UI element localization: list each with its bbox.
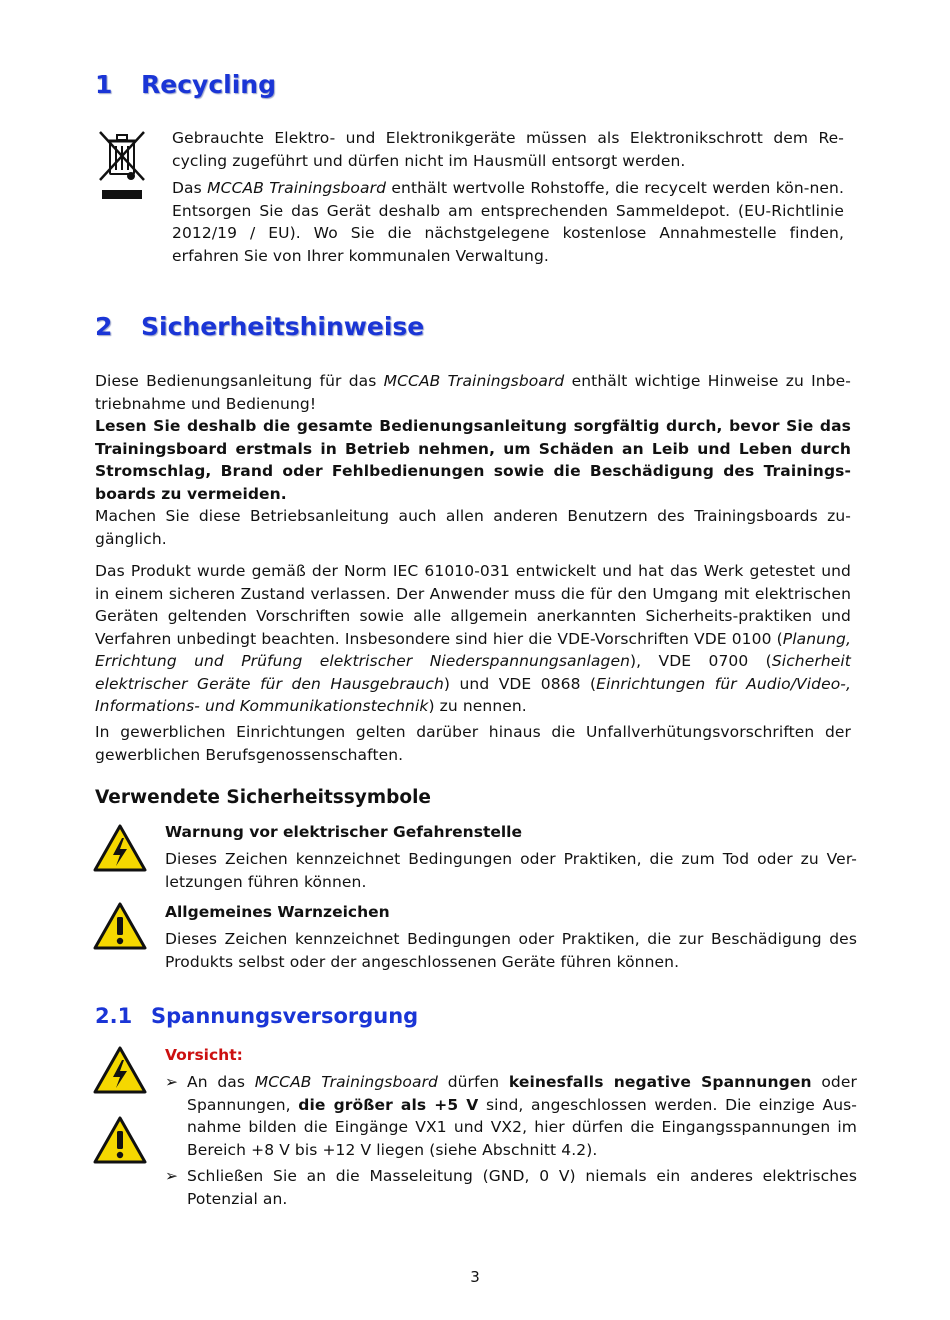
norm-title: Einrichtungen für Audio/Video-, Informations- und Kommunikationstechnik	[95, 674, 852, 715]
list-item	[165, 1071, 857, 1161]
arrow-bullet-icon: ➢	[165, 1073, 179, 1091]
text: ) zu nennen.	[428, 697, 527, 715]
list-item	[165, 1165, 857, 1210]
norm-title: Sicherheit elektrischer Geräte für den Hausgebrauch	[95, 652, 851, 693]
page-number: 3	[470, 1268, 480, 1286]
text: enthält wertvolle Rohstoffe, die recycelt werden kön-nen. Entsorgen Sie das Gerät deshalb am entsprechenden Sammeldepot. (EU-Richtlinie 2012/19 / EU). Wo Sie die nächstgelegene kostenlose Annahmestelle finden, erfahren Sie von Ihrer kommunalen Verwaltung.	[172, 179, 844, 265]
norm-paragraph	[95, 560, 851, 718]
product-name: MCCAB Trainingsboard	[207, 179, 387, 197]
text: Das	[172, 179, 208, 197]
electric-warning-icon	[93, 1046, 147, 1094]
general-warning-title: Allgemeines Warnzeichen	[165, 903, 390, 921]
product-name: MCCAB Trainingsboard	[383, 372, 565, 390]
section-2-heading	[95, 312, 424, 341]
arrow-bullet-icon: ➢	[165, 1167, 179, 1185]
product-name: MCCAB Trainingsboard	[254, 1073, 438, 1091]
text: Das Produkt wurde gemäß der Norm IEC 61010-031 entwickelt und hat das Werk getestet und in einem sicheren Zustand verlassen. Der Anwender muss die für den Umgang mit elektrischen Geräten geltenden Vorschriften sowie alle allgemein anerkannten Sicherheits-praktiken und Verfahren unbedingt beachten. Insbesondere sind hier die VDE-Vorschriften VDE 0100 (	[95, 562, 851, 648]
text: Schließen Sie an die Masseleitung (GND, 0 V) niemals ein anderes elektrisches Potenzial an.	[187, 1167, 857, 1208]
electric-warning-icon	[93, 824, 147, 872]
section-number: 1	[95, 70, 113, 99]
text: ), VDE 0700 (	[630, 652, 772, 670]
electric-warning-title: Warnung vor elektrischer Gefahrenstelle	[165, 823, 522, 841]
caution-label: Vorsicht:	[165, 1046, 243, 1064]
section-2-1-heading	[95, 1004, 418, 1028]
general-warning-text: Dieses Zeichen kennzeichnet Bedingungen oder Praktiken, die zur Beschädigung des Produkts selbst oder der angeschlossenen Geräte führen können.	[165, 930, 857, 971]
text: dürfen	[437, 1073, 509, 1091]
section-1-heading	[95, 70, 276, 99]
section-title: Spannungsversorgung	[151, 1004, 419, 1028]
bold-warning: Lesen Sie deshalb die gesamte Bedienungsanleitung sorgfältig durch, bevor Sie das Trainingsboard erstmals in Betrieb nehmen, um Schäden an Leib und Leben durch Stromschlag, Brand oder Fehlbedienungen sowie die Beschädigung des Trainings-boards zu vermeiden.	[95, 417, 851, 503]
emphasis: die größer als +5 V	[298, 1095, 479, 1114]
crossed-bin-icon	[97, 128, 147, 203]
norm-title: Planung, Errichtung und Prüfung elektrischer Niederspannungsanlagen	[95, 629, 851, 670]
emphasis: keinesfalls negative Spannungen	[508, 1073, 812, 1091]
text: Diese Bedienungsanleitung für das	[95, 372, 384, 390]
commercial-paragraph: In gewerblichen Einrichtungen gelten darüber hinaus die Unfallverhütungsvorschriften der gewerblichen Berufsgenossenschaften.	[95, 723, 851, 764]
text: sind, angeschlossen werden. Die einzige Aus-nahme bilden die Eingänge VX1 und VX2, hier dürfen die Eingangsspannungen im Bereich +8 V bis +12 V liegen (siehe Abschnitt 4.2).	[187, 1095, 858, 1159]
section-number: 2.1	[95, 1004, 133, 1028]
general-warning-icon	[93, 1116, 147, 1164]
text: oder Spannungen,	[187, 1073, 857, 1114]
text: ) und VDE 0868 (	[443, 674, 597, 693]
general-warning-icon	[93, 902, 147, 950]
make-available-paragraph: Machen Sie diese Betriebsanleitung auch allen anderen Benutzern des Trainingsboards zu-gänglich.	[95, 507, 851, 548]
electric-warning-text: Dieses Zeichen kennzeichnet Bedingungen oder Praktiken, die zum Tod oder zu Ver-letzungen führen können.	[165, 850, 857, 891]
recycling-paragraph-2	[172, 177, 844, 267]
section-number: 2	[95, 312, 113, 341]
section-title: Recycling	[141, 70, 276, 99]
safety-intro	[95, 370, 851, 550]
section-title: Sicherheitshinweise	[141, 312, 425, 341]
caution-list	[165, 1071, 857, 1210]
recycling-paragraph-1: Gebrauchte Elektro- und Elektronikgeräte müssen als Elektronikschrott dem Re-cycling zugeführt und dürfen nicht im Hausmüll entsorgt werden.	[172, 129, 844, 170]
text: enthält wichtige Hinweise zu Inbe-triebnahme und Bedienung!	[95, 372, 851, 413]
intro-paragraph	[95, 370, 851, 415]
text: An das	[187, 1073, 255, 1091]
symbols-heading: Verwendete Sicherheitssymbole	[95, 787, 431, 808]
